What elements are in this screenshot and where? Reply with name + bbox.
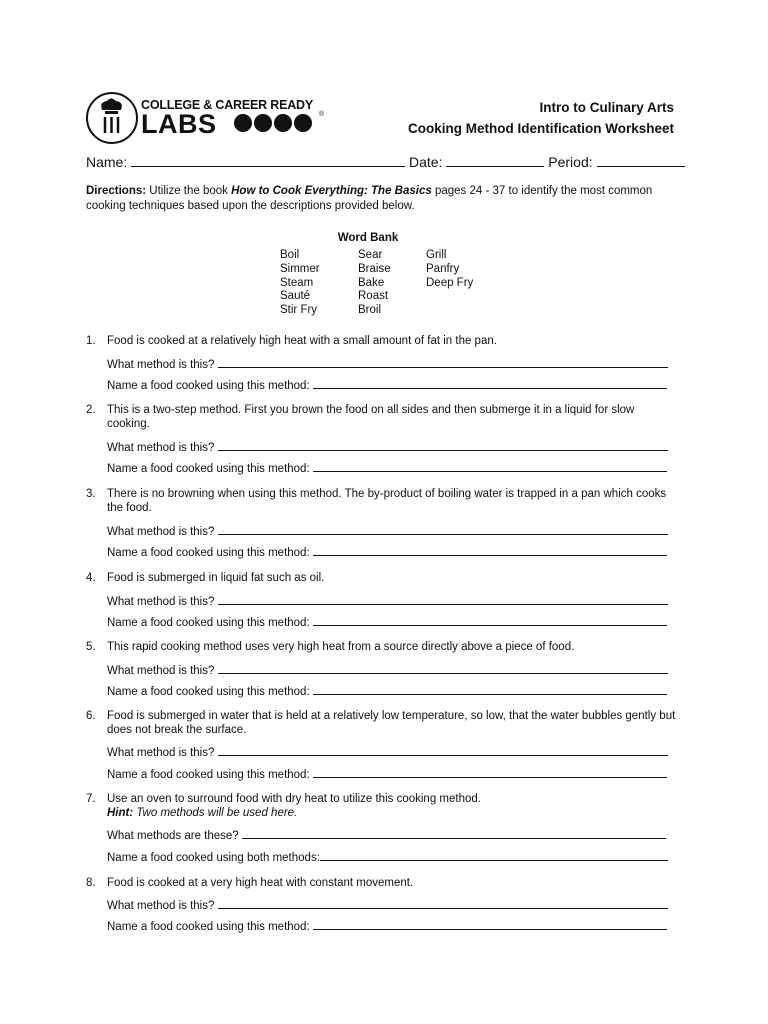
method-answer-field[interactable] [218,356,668,368]
question-text: This rapid cooking method uses very high heat from a source directly above a piece of food. [107,641,575,653]
name-field[interactable] [131,154,405,167]
method-prompt [107,439,668,454]
registered-mark: ® [319,111,325,118]
food-label: Name a food cooked using this method: [107,380,310,392]
question-text: There is no browning when using this method. The by-product of boiling water is trapped in a pan which cooks the food. [107,488,667,514]
food-label: Name a food cooked using this method: [107,686,310,698]
directions-label: Directions: [86,185,147,197]
question-number: 8. [86,877,96,889]
method-prompt [107,897,668,912]
question-text: Use an oven to surround food with dry heat to utilize this cooking method. [107,793,481,805]
food-answer-field[interactable] [320,849,668,861]
method-label: What method is this? [107,442,215,454]
food-answer-field[interactable] [313,683,667,695]
method-label: What method is this? [107,526,215,538]
food-label: Name a food cooked using both methods: [107,852,320,864]
directions-post: pages 24 - 37 to identify the most common cooking techniques based upon the descriptions provided below. [86,185,653,212]
method-prompt [107,827,666,842]
method-answer-field[interactable] [218,523,668,535]
question-number: 1. [86,335,96,347]
hint-label: Hint: [107,806,134,819]
method-prompt [107,356,668,371]
method-answer-field[interactable] [218,593,668,605]
method-prompt [107,662,668,677]
food-label: Name a food cooked using this method: [107,921,310,933]
word-bank-column-1 [280,249,320,318]
word-bank-item: Panfry [426,262,460,275]
logo-circle-icon [274,114,292,132]
word-bank-item: Steam [280,276,314,289]
food-prompt [107,766,667,781]
food-answer-field[interactable] [313,460,667,472]
word-bank-item: Bake [358,276,385,289]
question-number: 6. [86,710,96,722]
method-prompt [107,744,668,759]
question-number: 5. [86,641,96,653]
word-bank-item: Grill [426,249,447,261]
question-text: Food is cooked at a very high heat with constant movement. [107,877,414,889]
method-label: What method is this? [107,665,215,677]
word-bank-item: Deep Fry [426,276,474,289]
method-label: What method is this? [107,747,215,759]
worksheet-title: Cooking Method Identification Worksheet [407,121,674,136]
question-text: Food is submerged in water that is held at a relatively low temperature, so low, that the water bubbles gently but does not break the surface. [107,710,676,736]
word-bank-item: Broil [358,304,382,317]
logo-circle-icon [254,114,272,132]
word-bank-item: Braise [358,262,391,275]
word-bank-item: Sauté [280,290,311,303]
course-title: Intro to Culinary Arts [539,100,674,115]
hint-text: Two methods will be used here. [136,806,298,819]
food-prompt [107,614,667,629]
food-label: Name a food cooked using this method: [107,617,310,629]
food-answer-field[interactable] [313,544,667,556]
food-answer-field[interactable] [313,377,667,389]
worksheet-header [408,97,674,139]
word-bank-column-3 [426,249,473,290]
word-bank-item: Simmer [280,262,320,275]
food-answer-field[interactable] [313,918,667,930]
date-field[interactable] [446,154,544,167]
method-answer-field[interactable] [218,662,668,674]
chef-utensils-logo-icon [86,92,138,144]
word-bank-title: Word Bank [337,232,399,244]
method-answer-field[interactable] [218,439,668,451]
question-number: 4. [86,572,96,584]
word-bank-item: Roast [358,290,389,303]
word-bank-item: Boil [280,249,300,261]
logo-icon-row [234,114,312,132]
directions [86,184,682,214]
student-info-row [86,154,685,170]
method-label: What methods are these? [107,830,239,842]
question-number: 7. [86,793,96,805]
question-text: This is a two-step method. First you brown the food on all sides and then submerge it in a liquid for slow cooking. [107,404,635,430]
word-bank-item: Sear [358,249,383,261]
method-answer-field[interactable] [242,827,666,839]
date-label: Date: [409,154,443,170]
food-answer-field[interactable] [313,614,667,626]
book-title: How to Cook Everything: The Basics [231,185,432,197]
labs-logo [86,92,326,148]
question-number: 3. [86,488,96,500]
food-label: Name a food cooked using this method: [107,547,310,559]
method-label: What method is this? [107,359,215,371]
question-text-block [107,793,677,820]
food-prompt [107,377,667,392]
food-prompt [107,460,667,475]
period-label: Period: [548,154,593,170]
logo-circle-icon [234,114,252,132]
period-field[interactable] [597,154,685,167]
question-text: Food is submerged in liquid fat such as oil. [107,572,325,584]
method-prompt [107,523,668,538]
logo-top-text: COLLEGE & CAREER READY [141,98,314,112]
food-answer-field[interactable] [313,766,667,778]
food-prompt [107,849,668,864]
question-text: Food is cooked at a relatively high heat with a small amount of fat in the pan. [107,335,497,347]
food-prompt [107,683,667,698]
word-bank-column-2 [358,249,391,318]
name-label: Name: [86,154,128,170]
logo-circle-icon [294,114,312,132]
food-prompt [107,918,667,933]
method-label: What method is this? [107,596,215,608]
food-prompt [107,544,667,559]
hint [107,807,677,821]
method-answer-field[interactable] [218,744,668,756]
question-number: 2. [86,404,96,416]
food-label: Name a food cooked using this method: [107,769,310,781]
method-answer-field[interactable] [218,897,668,909]
logo-main-text: LABS [141,109,217,139]
word-bank-item: Stir Fry [280,304,318,317]
method-label: What method is this? [107,900,215,912]
method-prompt [107,593,668,608]
directions-pre: Utilize the book [149,185,228,197]
food-label: Name a food cooked using this method: [107,463,310,475]
